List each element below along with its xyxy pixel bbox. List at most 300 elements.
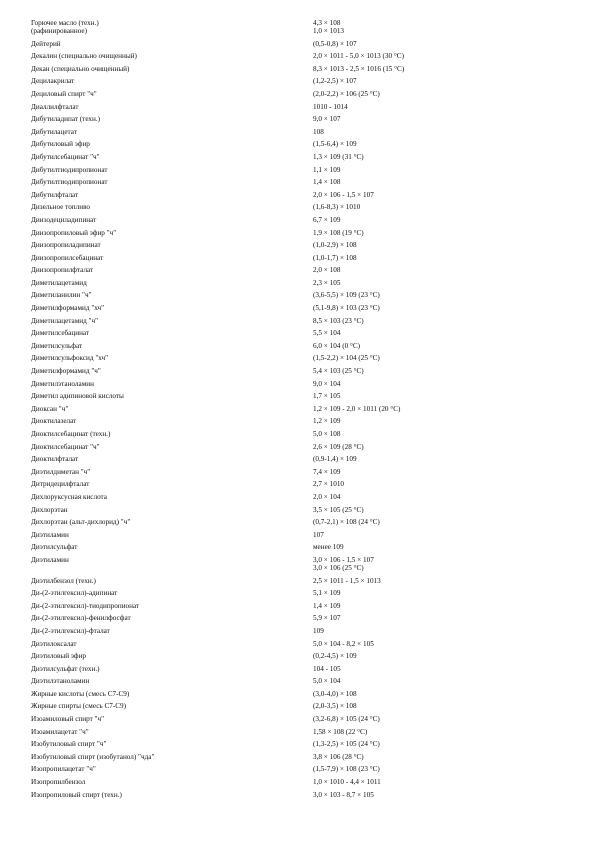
substance-name-line: Изобутиловый спирт "ч": [31, 740, 107, 749]
table-row: [31, 791, 571, 799]
resistivity-value: [313, 317, 571, 325]
substance-name-line: Ди-(2-этилгексил)-фталат: [31, 626, 110, 635]
resistivity-value-line: 5,0 × 108: [313, 430, 341, 438]
table-row: [31, 392, 571, 400]
table-row: [31, 493, 571, 501]
substance-name: [31, 380, 313, 388]
resistivity-value: [313, 65, 571, 73]
substance-name: [31, 367, 313, 375]
resistivity-value: [313, 589, 571, 597]
substance-name: [31, 90, 313, 98]
substance-name-line: Диизопропилфталат: [31, 266, 94, 275]
table-row: [31, 140, 571, 148]
resistivity-value: [313, 405, 571, 413]
resistivity-value-line: 7,4 × 109: [313, 467, 341, 476]
resistivity-value: [313, 216, 571, 224]
resistivity-value-line: 8,3 × 1013 - 2,5 × 1016 (15 °C): [313, 64, 405, 73]
resistivity-value: [313, 279, 571, 287]
resistivity-value-line: 1,2 × 109: [313, 417, 341, 426]
substance-name-line: Диэтилдиметан "ч": [31, 467, 91, 476]
substance-name: [31, 229, 313, 237]
resistivity-value-line: 5,0 × 104: [313, 677, 341, 686]
table-row: [31, 77, 571, 85]
resistivity-value: [313, 128, 571, 136]
substance-name: [31, 627, 313, 635]
resistivity-value-line: 1,4 × 108: [313, 178, 341, 187]
substance-name: [31, 103, 313, 111]
substance-name-line: Диметилсульфат: [31, 341, 83, 350]
resistivity-value: [313, 531, 571, 539]
table-row: [31, 103, 571, 111]
substance-name-line: Диметилформамид "ч": [31, 367, 101, 376]
substance-name-line: Диметилацетамид: [31, 278, 87, 287]
table-row: [31, 765, 571, 773]
resistivity-value: [313, 493, 571, 501]
substance-name: [31, 266, 313, 274]
substance-name-line: Дибутилтиодипропионат: [31, 165, 108, 174]
substance-name: [31, 342, 313, 350]
substance-name: [31, 128, 313, 136]
substance-name: [31, 740, 313, 748]
substance-name-line: Дихлоруксусная кислота: [31, 492, 107, 501]
substance-name-line: Диоктилфталат: [31, 455, 79, 464]
resistivity-value: [313, 229, 571, 237]
resistivity-value: [313, 178, 571, 186]
table-row: [31, 677, 571, 685]
substance-name: [31, 589, 313, 597]
substance-name-line: Дейтерий: [31, 39, 61, 48]
resistivity-value-line: 6,7 × 109: [313, 215, 341, 224]
substance-name-line: Изопропилацетат "ч": [31, 765, 96, 774]
table-row: [31, 430, 571, 438]
substance-name: [31, 241, 313, 249]
resistivity-value-line: (5,1-9,8) × 103 (23 °C): [313, 304, 380, 313]
substance-name: [31, 614, 313, 622]
table-row: [31, 753, 571, 761]
resistivity-value: [313, 342, 571, 350]
resistivity-value-line: 3,0 × 103 - 8,7 × 105: [313, 790, 374, 799]
table-row: [31, 405, 571, 413]
substance-name: [31, 65, 313, 73]
resistivity-value-line: 6,0 × 104 (0 °C): [313, 341, 361, 350]
resistivity-value-line: 1,9 × 108 (19 °C): [313, 228, 364, 237]
substance-name-line: Изопропилбензол: [31, 778, 86, 787]
resistivity-value-line: 108: [313, 127, 324, 136]
resistivity-value: [313, 753, 571, 761]
table-row: [31, 640, 571, 648]
resistivity-value: [313, 241, 571, 249]
resistivity-value-line: (1,5-7,9) × 108 (23 °C): [313, 765, 380, 774]
resistivity-value: [313, 640, 571, 648]
resistivity-value-line: 3,0 × 106 (25 °C): [313, 563, 364, 572]
table-row: [31, 254, 571, 262]
substance-name-line: Жирные спирты (смесь С7-С9): [31, 702, 127, 711]
resistivity-value-line: 1,7 × 105: [313, 392, 341, 401]
table-row: [31, 455, 571, 463]
resistivity-value-line: 3,8 × 106 (28 °C): [313, 752, 364, 761]
resistivity-value-line: 2,0 × 1011 - 5,0 × 1013 (30 °C): [313, 52, 404, 61]
table-row: [31, 367, 571, 375]
substance-name-line: Декан (специально очищенный): [31, 64, 130, 73]
table-row: [31, 241, 571, 249]
substance-name-line: Дециловый спирт "ч": [31, 89, 97, 98]
substance-name: [31, 531, 313, 539]
resistivity-value: [313, 266, 571, 274]
resistivity-value-line: 5,0 × 104 - 8,2 × 105: [313, 639, 374, 648]
substance-name-line: Диоктилсебацинат (техн.): [31, 430, 111, 438]
resistivity-value-line: 2,0 × 104: [313, 492, 341, 501]
substance-name-line: Диметиланилин "ч": [31, 291, 92, 300]
resistivity-value: [313, 543, 571, 551]
substance-name-line: Жирные кислоты (смесь С7-С9): [31, 689, 130, 698]
resistivity-value-line: 109: [313, 626, 324, 635]
table-row: [31, 266, 571, 274]
resistivity-value: [313, 614, 571, 622]
substance-name: [31, 468, 313, 476]
table-row: [31, 115, 571, 123]
resistivity-value: [313, 40, 571, 48]
substance-name-line: Декалин (специально очищенный): [31, 52, 137, 61]
table-row: [31, 728, 571, 736]
substance-name: [31, 304, 313, 312]
resistivity-value: [313, 329, 571, 337]
table-row: [31, 627, 571, 635]
resistivity-value: [313, 367, 571, 375]
substance-name: [31, 430, 313, 438]
table-row: [31, 506, 571, 514]
substance-name-line: Изоамиловый спирт "ч": [31, 715, 105, 724]
table-row: [31, 178, 571, 186]
substance-name-line: Ди-(2-этилгексил)-тиодипропионат: [31, 601, 140, 610]
substance-name: [31, 778, 313, 786]
substance-name: [31, 203, 313, 211]
substance-name: [31, 690, 313, 698]
resistivity-value: [313, 103, 571, 111]
resistivity-value: [313, 392, 571, 400]
table-row: [31, 203, 571, 211]
table-row: [31, 518, 571, 526]
substance-name-line: Дитридецилфталат: [31, 480, 90, 489]
resistivity-value-line: (2,0-3,5) × 108: [313, 702, 357, 711]
resistivity-value: [313, 556, 571, 572]
resistivity-value-line: 2,0 × 108: [313, 266, 341, 275]
resistivity-value-line: (1,0-1,7) × 108: [313, 253, 357, 262]
table-row: [31, 740, 571, 748]
resistivity-value: [313, 627, 571, 635]
resistivity-value: [313, 778, 571, 786]
substance-name-line: Диэтиламин: [31, 530, 69, 539]
substance-name: [31, 191, 313, 199]
resistivity-value: [313, 52, 571, 60]
substance-name: [31, 480, 313, 488]
resistivity-value: [313, 304, 571, 312]
resistivity-value-line: 1,58 × 108 (22 °C): [313, 727, 368, 736]
table-row: [31, 778, 571, 786]
table-row: [31, 90, 571, 98]
substance-name-line: Диметилацетамид "ч": [31, 316, 99, 325]
resistivity-value-line: (0,7-2,1) × 108 (24 °C): [313, 518, 380, 527]
table-row: [31, 652, 571, 660]
substance-name: [31, 417, 313, 425]
resistivity-value-line: (1,5-6,4) × 109: [313, 140, 357, 149]
substance-name: [31, 115, 313, 123]
substance-name-line: Дибутиладипат (техн.): [31, 115, 101, 124]
resistivity-value-line: менее 109: [313, 543, 344, 552]
resistivity-value-line: 9,0 × 107: [313, 115, 341, 124]
table-row: [31, 128, 571, 136]
substance-name-line: Ди-(2-этилгексил)-фенилфосфат: [31, 614, 131, 623]
substance-name-line: Дибутилфталат: [31, 190, 79, 199]
substance-name: [31, 493, 313, 501]
substance-name-line: Дибутилацетат: [31, 127, 77, 136]
substance-name: [31, 652, 313, 660]
substance-name: [31, 791, 313, 799]
resistivity-value-line: 2,7 × 1010: [313, 480, 345, 489]
table-row: [31, 614, 571, 622]
resistivity-value: [313, 602, 571, 610]
table-row: [31, 480, 571, 488]
substance-name-line: Диизопропиловый эфир "ч": [31, 228, 117, 237]
substance-name-line: Диоктилазелат: [31, 417, 77, 426]
resistivity-value-line: (1,5-2,2) × 104 (25 °C): [313, 354, 380, 363]
substance-name-line: Изобутиловый спирт (изобутанол) "чда": [31, 752, 155, 761]
table-row: [31, 279, 571, 287]
resistivity-value: [313, 115, 571, 123]
resistivity-value-line: 107: [313, 530, 324, 539]
resistivity-value-line: 1,0 × 1010 - 4,4 × 1011: [313, 778, 381, 787]
resistivity-value-line: 1,3 × 109 (31 °C): [313, 152, 364, 161]
substance-name: [31, 602, 313, 610]
table-row: [31, 52, 571, 60]
substance-name-line: Горючее масло (техн.): [31, 19, 99, 27]
substance-name: [31, 506, 313, 514]
resistivity-value: [313, 90, 571, 98]
substance-name-line: Изоамилацетат "ч": [31, 727, 89, 736]
resistivity-value-line: (0,5-0,8) × 107: [313, 39, 357, 48]
table-row: [31, 417, 571, 425]
table-row: [31, 354, 571, 362]
substance-name-line: Диэтилбензол (техн.): [31, 576, 96, 585]
table-row: [31, 329, 571, 337]
substance-name: [31, 405, 313, 413]
resistivity-value: [313, 665, 571, 673]
table-row: [31, 715, 571, 723]
substance-name-line: (рафинированное): [31, 27, 88, 35]
resistivity-value-line: 2,6 × 109 (28 °C): [313, 442, 364, 451]
resistivity-value: [313, 740, 571, 748]
table-row: [31, 19, 571, 35]
substance-name: [31, 52, 313, 60]
resistivity-value: [313, 506, 571, 514]
table-row: [31, 166, 571, 174]
substance-name: [31, 77, 313, 85]
resistivity-value-line: (0,2-4,5) × 109: [313, 652, 357, 661]
substance-name: [31, 765, 313, 773]
substance-name: [31, 140, 313, 148]
substance-name-line: Изопропиловый спирт (техн.): [31, 790, 122, 799]
resistivity-value-line: 1,1 × 109: [313, 165, 341, 174]
substance-name-line: Дибутиловый эфир: [31, 140, 90, 149]
resistivity-value: [313, 690, 571, 698]
resistivity-value-line: (1,3-2,5) × 105 (24 °C): [313, 740, 380, 749]
table-row: [31, 602, 571, 610]
substance-name-line: Диэтилоксалат: [31, 639, 77, 648]
resistivity-value: [313, 468, 571, 476]
resistivity-value: [313, 203, 571, 211]
table-row: [31, 577, 571, 585]
table-row: [31, 589, 571, 597]
substance-name: [31, 577, 313, 585]
table-row: [31, 65, 571, 73]
table-row: [31, 291, 571, 299]
resistivity-value-line: 2,5 × 1011 - 1,5 × 1013: [313, 576, 381, 585]
substance-name-line: Диэтиламин: [31, 555, 69, 564]
table-row: [31, 216, 571, 224]
resistivity-value: [313, 140, 571, 148]
table-row: [31, 317, 571, 325]
substance-name: [31, 317, 313, 325]
table-row: [31, 702, 571, 710]
resistivity-value-line: 5,9 × 107: [313, 614, 341, 623]
resistivity-value-line: (1,2-2,5) × 107: [313, 77, 357, 86]
substance-name: [31, 216, 313, 224]
substance-name-line: Диэтилэтаноламин: [31, 677, 90, 686]
resistivity-value: [313, 430, 571, 438]
resistivity-value-line: 2,3 × 105: [313, 278, 341, 287]
resistivity-value-line: 3,5 × 105 (25 °C): [313, 505, 364, 514]
resistivity-value: [313, 354, 571, 362]
resistivity-value: [313, 715, 571, 723]
substance-name-line: Диоктилсебацинат "ч": [31, 442, 100, 451]
substance-name: [31, 153, 313, 161]
resistivity-value: [313, 166, 571, 174]
substance-name: [31, 728, 313, 736]
resistivity-value-line: (1,0-2,9) × 108: [313, 241, 357, 250]
resistivity-value-line: 8,5 × 103 (23 °C): [313, 316, 364, 325]
substance-name-line: Диизопропиладипинат: [31, 241, 101, 250]
substance-name: [31, 543, 313, 551]
resistivity-value-line: 1,2 × 109 - 2,0 × 1011 (20 °C): [313, 404, 401, 413]
substance-name: [31, 665, 313, 673]
table-row: [31, 543, 571, 551]
resistivity-value: [313, 380, 571, 388]
table-row: [31, 556, 571, 572]
resistivity-value-line: 5,5 × 104: [313, 329, 341, 338]
resistivity-value: [313, 518, 571, 526]
resistivity-value: [313, 728, 571, 736]
substance-name: [31, 329, 313, 337]
substance-name: [31, 291, 313, 299]
table-row: [31, 304, 571, 312]
substance-name-line: Диизодециладипинат: [31, 215, 97, 224]
substance-name-line: Дибутилтиодипропионат: [31, 178, 108, 187]
resistivity-value: [313, 455, 571, 463]
resistivity-value: [313, 191, 571, 199]
table-row: [31, 191, 571, 199]
substance-name-line: Диметилформамид "хч": [31, 304, 105, 313]
resistivity-value: [313, 77, 571, 85]
resistivity-value-line: 2,0 × 106 - 1,5 × 107: [313, 190, 374, 199]
table-row: [31, 342, 571, 350]
substance-name: [31, 443, 313, 451]
substance-name-line: Ди-(2-этилгексил)-адипинат: [31, 589, 118, 598]
substance-name-line: Диэтиловый эфир: [31, 652, 87, 661]
substance-name: [31, 254, 313, 262]
substance-name-line: Диметил адипиновой кислоты: [31, 392, 124, 401]
substance-name-line: Децилакрилат: [31, 77, 75, 86]
substance-name: [31, 715, 313, 723]
resistivity-value: [313, 443, 571, 451]
resistivity-value: [313, 765, 571, 773]
resistivity-value: [313, 677, 571, 685]
substance-name: [31, 702, 313, 710]
resistivity-value: [313, 480, 571, 488]
resistivity-value-line: 9,0 × 104: [313, 379, 341, 388]
substance-name-line: Дибутилсебацинат "ч": [31, 152, 100, 161]
resistivity-value-line: 4,3 × 108: [313, 19, 341, 27]
resistivity-value: [313, 291, 571, 299]
resistivity-value-line: 1,4 × 109: [313, 601, 341, 610]
table-row: [31, 229, 571, 237]
substance-name: [31, 556, 313, 564]
resistivity-value: [313, 19, 571, 35]
resistivity-value: [313, 417, 571, 425]
resistivity-value-line: 3,0 × 106 - 1,5 × 107: [313, 555, 374, 564]
substance-name-line: Дихлорэтан: [31, 505, 68, 514]
substance-name-line: Диметилэтаноламин: [31, 379, 94, 388]
substance-name: [31, 19, 313, 35]
resistivity-value-line: 5,4 × 103 (25 °C): [313, 367, 364, 376]
table-row: [31, 468, 571, 476]
resistivity-value-line: (3,6-5,5) × 109 (23 °C): [313, 291, 380, 300]
substance-name: [31, 392, 313, 400]
substance-name-line: Диаллилфталат: [31, 102, 79, 111]
table-row: [31, 690, 571, 698]
resistivity-value-line: 1,0 × 1013: [313, 27, 345, 35]
table-row: [31, 665, 571, 673]
substance-name-line: Дихлорэтан (альт-дихлорид) "ч": [31, 518, 131, 527]
resistivity-value-line: 104 - 105: [313, 664, 341, 673]
table-row: [31, 443, 571, 451]
substance-name-line: Дизельное топливо: [31, 203, 91, 212]
resistivity-value-line: (3,2-6,8) × 105 (24 °C): [313, 715, 380, 724]
table-row: [31, 531, 571, 539]
substance-name-line: Диоксан "ч": [31, 404, 69, 413]
resistivity-value-line: (1,6-8,3) × 1010: [313, 203, 361, 212]
substance-name: [31, 753, 313, 761]
substance-name: [31, 178, 313, 186]
table-row: [31, 153, 571, 161]
table-row: [31, 40, 571, 48]
substance-name-line: Диметилсебацинат: [31, 329, 90, 338]
substance-name: [31, 40, 313, 48]
resistivity-value: [313, 254, 571, 262]
resistivity-value-line: (2,0-2,2) × 106 (25 °C): [313, 89, 380, 98]
properties-table: [31, 19, 571, 803]
resistivity-value: [313, 153, 571, 161]
resistivity-value-line: 1010 - 1014: [313, 102, 348, 111]
resistivity-value: [313, 702, 571, 710]
substance-name: [31, 640, 313, 648]
substance-name-line: Диметилсульфоксид "хч": [31, 354, 109, 363]
resistivity-value: [313, 577, 571, 585]
substance-name-line: Диэтилсульфат (техн.): [31, 664, 100, 673]
substance-name: [31, 455, 313, 463]
resistivity-value-line: (3,0-4,0) × 108: [313, 689, 357, 698]
resistivity-value-line: (0,9-1,4) × 109: [313, 455, 357, 464]
substance-name: [31, 677, 313, 685]
resistivity-value: [313, 791, 571, 799]
